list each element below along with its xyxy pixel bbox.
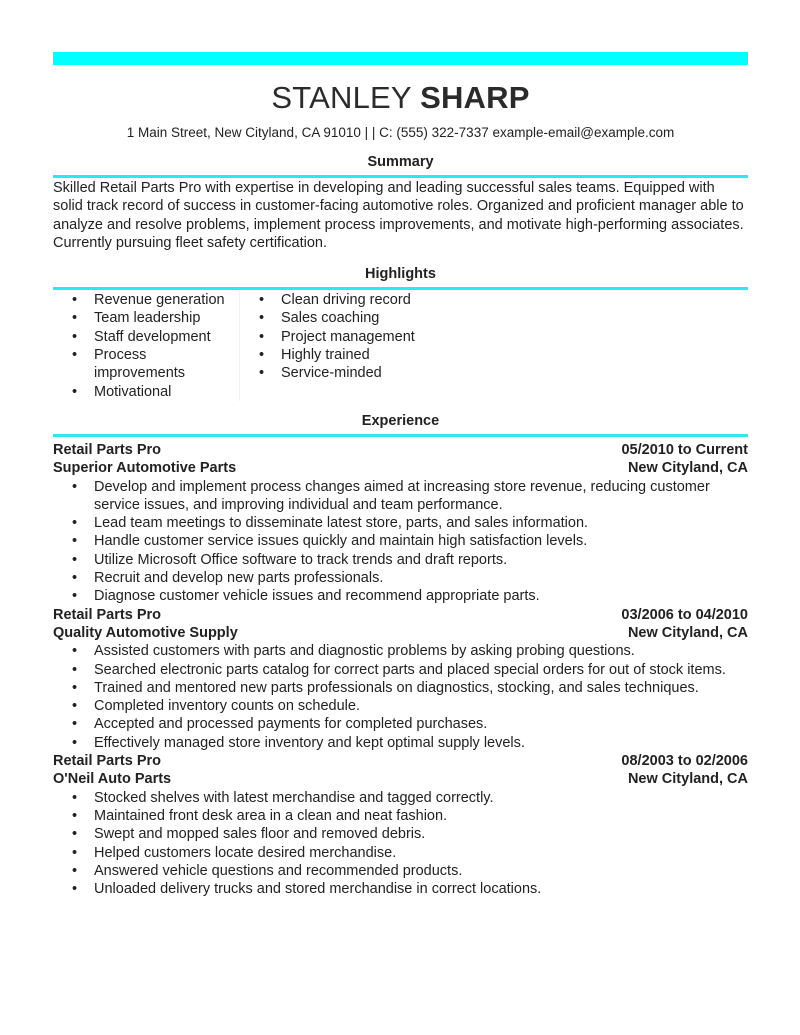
first-name: STANLEY	[271, 80, 412, 115]
job-duty: • Diagnose customer vehicle issues and recommend appropriate parts.	[53, 587, 748, 605]
job-duty: • Assisted customers with parts and diagnostic problems by asking probing questions.	[53, 642, 748, 660]
highlight-item: • Team leadership	[53, 309, 239, 327]
job-duty: • Stocked shelves with latest merchandise and tagged correctly.	[53, 789, 748, 807]
job-duty: • Lead team meetings to disseminate latest store, parts, and sales information.	[53, 514, 748, 532]
highlight-item: • Motivational	[53, 383, 239, 401]
job-dates: 03/2006 to 04/2010	[621, 606, 748, 623]
job-duty: • Maintained front desk area in a clean and neat fashion.	[53, 807, 748, 825]
job-title-row	[53, 606, 748, 624]
summary-text: Skilled Retail Parts Pro with expertise in developing and leading successful sales teams. Equipped with solid track record of success in customer-facing automotive roles. Organized and proficient manager able to analyze and resolve problems, implement process improvements, and motivate high-performing associates. Currently pursuing fleet safety certification.	[53, 180, 744, 251]
contact-info: 1 Main Street, New Cityland, CA 91010 | | C: (555) 322-7337 example-email@example.com	[126, 125, 675, 140]
job-company-row	[53, 459, 748, 477]
highlight-item: • Highly trained	[240, 346, 440, 364]
job-duty: • Trained and mentored new parts professionals on diagnostics, stocking, and sales techniques.	[53, 679, 748, 697]
job-company: Superior Automotive Parts	[53, 460, 237, 477]
resume-page	[53, 52, 748, 898]
job-location: New Cityland, CA	[627, 771, 748, 788]
job-title-row	[53, 752, 748, 770]
highlights-heading: Highlights	[365, 266, 436, 283]
job-duty: • Unloaded delivery trucks and stored merchandise in correct locations.	[53, 880, 748, 898]
job-title: Retail Parts Pro	[53, 606, 161, 623]
job-duties	[53, 642, 748, 752]
summary-heading: Summary	[367, 154, 434, 170]
experience-heading: Experience	[361, 412, 440, 429]
last-name: SHARP	[420, 80, 530, 115]
job-duty: • Utilize Microsoft Office software to track trends and draft reports.	[53, 551, 748, 569]
job-duty: • Completed inventory counts on schedule.	[53, 697, 748, 715]
highlight-item: • Clean driving record	[240, 291, 440, 309]
job-duty: • Helped customers locate desired merchandise.	[53, 844, 748, 862]
section-divider	[53, 287, 748, 290]
job-company-row	[53, 770, 748, 788]
candidate-name	[53, 80, 748, 116]
highlight-item: • Project management	[240, 328, 440, 346]
job-entry	[53, 441, 748, 606]
job-company: Quality Automotive Supply	[53, 624, 238, 641]
highlight-item: • Staff development	[53, 328, 239, 346]
highlight-item: • Revenue generation	[53, 291, 239, 309]
highlights-column-left	[53, 291, 240, 401]
job-duties	[53, 789, 748, 899]
highlight-item: • Service-minded	[240, 364, 440, 382]
highlight-item: • Sales coaching	[240, 309, 440, 327]
job-duty: • Accepted and processed payments for completed purchases.	[53, 715, 748, 733]
job-title-row	[53, 441, 748, 459]
job-duty: • Searched electronic parts catalog for correct parts and placed special orders for out of stock items.	[53, 661, 748, 679]
job-location: New Cityland, CA	[627, 624, 748, 641]
job-duty: • Effectively managed store inventory and kept optimal supply levels.	[53, 734, 748, 752]
job-title: Retail Parts Pro	[53, 753, 161, 770]
job-title: Retail Parts Pro	[53, 441, 161, 458]
accent-bar	[53, 52, 748, 65]
job-location: New Cityland, CA	[627, 460, 748, 477]
job-duty: • Recruit and develop new parts professionals.	[53, 569, 748, 587]
highlight-item: • Process improvements	[53, 346, 239, 383]
job-dates: 08/2003 to 02/2006	[621, 753, 748, 770]
job-duty: • Answered vehicle questions and recommended products.	[53, 862, 748, 880]
section-divider	[53, 434, 748, 437]
job-duty: • Handle customer service issues quickly and maintain high satisfaction levels.	[53, 532, 748, 550]
job-duty: • Develop and implement process changes aimed at increasing store revenue, reducing customer service issues, and improving individual and team performance.	[53, 478, 748, 515]
job-company-row	[53, 624, 748, 642]
section-divider	[53, 175, 748, 178]
job-entry	[53, 752, 748, 898]
job-duty: • Swept and mopped sales floor and removed debris.	[53, 825, 748, 843]
highlights-column-right	[240, 291, 440, 401]
job-company: O'Neil Auto Parts	[53, 771, 172, 788]
highlights-list	[53, 291, 748, 401]
job-duties	[53, 478, 748, 606]
job-entry	[53, 606, 748, 752]
job-dates: 05/2010 to Current	[621, 441, 748, 458]
